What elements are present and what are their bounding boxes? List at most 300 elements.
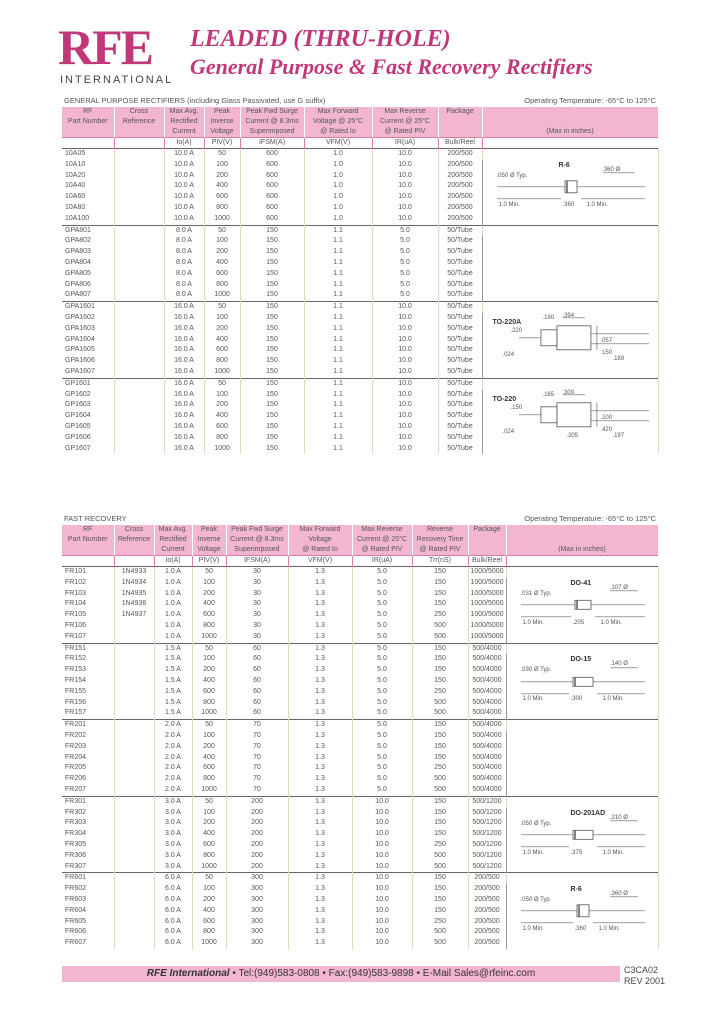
table-cell: 500/4000 — [468, 753, 506, 764]
column-header — [482, 117, 658, 127]
table-cell: 50/Tube — [438, 444, 482, 455]
header-row — [62, 127, 658, 138]
table-cell: 10.0 — [372, 345, 438, 356]
table-cell: 200 — [204, 324, 240, 335]
table-cell: 200 — [192, 742, 226, 753]
table-cell: 100 — [192, 654, 226, 665]
table-cell: 150 — [412, 643, 468, 654]
table-cell: 1.0 — [304, 149, 372, 160]
table-cell: 150 — [412, 720, 468, 731]
table-cell: 5.0 — [352, 720, 412, 731]
table-cell — [114, 851, 154, 862]
column-header — [468, 535, 506, 545]
table-cell: 8.0 A — [164, 280, 204, 291]
table-cell: 5.0 — [352, 665, 412, 676]
table-cell: 200 — [226, 851, 288, 862]
part-number: FR157 — [62, 708, 114, 719]
table-cell: 1.5 A — [154, 676, 192, 687]
table-cell: 10.0 — [372, 400, 438, 411]
table-cell: 10.0 — [372, 171, 438, 182]
part-number: GPA1602 — [62, 313, 114, 324]
unit-cell — [482, 138, 658, 149]
column-header: Part Number — [62, 117, 114, 127]
outline-box — [483, 379, 658, 455]
fr-caption — [62, 514, 658, 525]
table-cell: 500 — [412, 632, 468, 643]
table-cell: 200/500 — [468, 906, 506, 917]
table-cell: 5.0 — [372, 290, 438, 301]
table-cell: 200/500 — [468, 884, 506, 895]
table-cell: 5.0 — [372, 280, 438, 291]
table-cell: 400 — [192, 753, 226, 764]
table-cell: 500/4000 — [468, 708, 506, 719]
table-cell — [114, 873, 154, 884]
package-outline — [482, 225, 658, 302]
table-cell: 100 — [204, 160, 240, 171]
dimension-label: .210 Ø — [609, 814, 628, 821]
table-cell: 1.0 A — [154, 599, 192, 610]
part-number: FR155 — [62, 687, 114, 698]
column-header: Rectified — [154, 535, 192, 545]
table-cell: 600 — [192, 840, 226, 851]
table-cell: 1.1 — [304, 444, 372, 455]
table-cell — [114, 720, 154, 731]
doc-code: C3CA02 — [624, 965, 659, 975]
unit-cell — [62, 556, 114, 567]
column-header: Voltage — [204, 127, 240, 138]
package-tab — [540, 330, 556, 346]
table-cell: 1.1 — [304, 345, 372, 356]
dimension-label: 1.0 Min. — [598, 926, 620, 933]
part-number: 10A05 — [62, 149, 114, 160]
table-cell: 1.3 — [288, 840, 352, 851]
unit-cell: Bulk/Reel — [468, 556, 506, 567]
table-cell: 400 — [204, 181, 240, 192]
part-number: FR207 — [62, 785, 114, 796]
table-cell: 5.0 — [352, 589, 412, 600]
table-cell: 16.0 A — [164, 367, 204, 378]
part-number: FR303 — [62, 818, 114, 829]
table-cell: 30 — [226, 578, 288, 589]
table-cell: 50/Tube — [438, 400, 482, 411]
table-cell: 1.3 — [288, 599, 352, 610]
table-cell: 500/1200 — [468, 818, 506, 829]
table-cell: 3.0 A — [154, 862, 192, 873]
table-cell: 300 — [226, 873, 288, 884]
table-cell: 1.3 — [288, 643, 352, 654]
table-cell: 500 — [412, 938, 468, 949]
table-cell: 150 — [240, 356, 304, 367]
part-number: GPA805 — [62, 269, 114, 280]
dimension-label: 1.0 Min. — [586, 201, 608, 208]
table-cell: 5.0 — [352, 654, 412, 665]
table-cell: 8.0 A — [164, 225, 204, 236]
table-cell: 1000 — [192, 632, 226, 643]
table-cell: 16.0 A — [164, 400, 204, 411]
dimension-label: .375 — [570, 849, 583, 856]
column-header: Current — [164, 127, 204, 138]
table-cell: 16.0 A — [164, 422, 204, 433]
table-cell: 1.1 — [304, 367, 372, 378]
table-cell: 1.1 — [304, 225, 372, 236]
table-cell: 600 — [240, 214, 304, 225]
column-header: Peak — [204, 107, 240, 117]
table-cell: 150 — [412, 796, 468, 807]
table-cell: 16.0 A — [164, 335, 204, 346]
table-cell: 10.0 — [372, 433, 438, 444]
dimension-label: .150 — [600, 349, 613, 356]
table-cell: 500/4000 — [468, 774, 506, 785]
table-cell: 1.1 — [304, 422, 372, 433]
outline-box — [507, 567, 658, 643]
dimension-label: .190 — [542, 314, 555, 321]
part-number: FR305 — [62, 840, 114, 851]
part-number: GP1604 — [62, 411, 114, 422]
column-header: Current @ 8.3ms — [226, 535, 288, 545]
table-cell: 10.0 A — [164, 160, 204, 171]
column-header: Max Reverse — [372, 107, 438, 117]
outline-box — [483, 149, 658, 225]
table-cell — [114, 708, 154, 719]
table-cell — [114, 367, 164, 378]
footer-brand: RFE International — [146, 968, 230, 979]
table-cell: 600 — [204, 422, 240, 433]
table-row — [62, 873, 658, 884]
table-cell: 150 — [240, 433, 304, 444]
table-cell: 1.3 — [288, 589, 352, 600]
table-cell: 10.0 — [372, 203, 438, 214]
package-outline — [506, 796, 658, 873]
table-cell: 5.0 — [352, 610, 412, 621]
table-cell — [114, 927, 154, 938]
package-outline — [482, 149, 658, 226]
part-number: GPA1601 — [62, 302, 114, 313]
dimension-label: .189 — [612, 355, 625, 362]
table-cell: 16.0 A — [164, 390, 204, 401]
header-row — [62, 107, 658, 117]
table-cell: 5.0 — [372, 236, 438, 247]
table-cell: 250 — [412, 917, 468, 928]
table-cell: 10.0 — [372, 192, 438, 203]
part-number: FR104 — [62, 599, 114, 610]
table-cell: 1.1 — [304, 400, 372, 411]
page-header — [58, 19, 698, 88]
table-cell: 5.0 — [352, 599, 412, 610]
package-body — [556, 326, 590, 350]
table-cell: 400 — [192, 599, 226, 610]
table-cell: 16.0 A — [164, 378, 204, 389]
table-cell: 1.3 — [288, 884, 352, 895]
table-cell: 600 — [240, 160, 304, 171]
table-cell: 60 — [226, 698, 288, 709]
table-cell: 500/4000 — [468, 785, 506, 796]
table-cell: 1.3 — [288, 621, 352, 632]
part-number: FR301 — [62, 796, 114, 807]
table-cell: 150 — [412, 895, 468, 906]
column-header: Voltage — [192, 545, 226, 556]
dimension-label: 1.0 Min. — [498, 201, 520, 208]
part-number: FR602 — [62, 884, 114, 895]
table-cell: 10.0 — [372, 367, 438, 378]
dimension-label: .030 Ø Typ. — [520, 667, 552, 674]
column-header: Peak — [192, 525, 226, 535]
table-row — [62, 378, 658, 389]
package-tab — [540, 407, 556, 423]
table-cell: 6.0 A — [154, 895, 192, 906]
package-outline-drawing — [483, 302, 659, 378]
table-cell — [114, 313, 164, 324]
table-cell: 5.0 — [352, 676, 412, 687]
part-number: FR604 — [62, 906, 114, 917]
table-cell: 3.0 A — [154, 829, 192, 840]
table-cell: 1000 — [192, 938, 226, 949]
unit-cell: Io(A) — [164, 138, 204, 149]
table-cell: 1.3 — [288, 763, 352, 774]
part-number: GPA804 — [62, 258, 114, 269]
table-cell: 1.3 — [288, 862, 352, 873]
table-cell: 500/4000 — [468, 643, 506, 654]
table-cell: 600 — [240, 171, 304, 182]
column-header: Recovery Time — [412, 535, 468, 545]
column-header: Cross — [114, 525, 154, 535]
column-header: Max Forward — [288, 525, 352, 535]
table-cell: 100 — [192, 808, 226, 819]
part-number: 10A100 — [62, 214, 114, 225]
table-cell: 600 — [204, 192, 240, 203]
table-cell — [114, 884, 154, 895]
dimension-label: .197 — [612, 432, 625, 439]
table-cell: 500/1200 — [468, 829, 506, 840]
dimension-label: .165 — [542, 391, 555, 398]
table-cell: 8.0 A — [164, 236, 204, 247]
table-cell: 200/500 — [438, 203, 482, 214]
table-cell: 1.3 — [288, 851, 352, 862]
table-cell: 10.0 A — [164, 171, 204, 182]
package-name: TO-220A — [492, 318, 522, 326]
column-header — [506, 525, 658, 535]
table-cell — [114, 411, 164, 422]
table-cell — [114, 214, 164, 225]
table-cell: 1.3 — [288, 927, 352, 938]
table-cell — [114, 731, 154, 742]
table-cell: 50 — [204, 225, 240, 236]
table-cell: 50/Tube — [438, 313, 482, 324]
table-cell: 1.3 — [288, 665, 352, 676]
table-cell: 5.0 — [372, 225, 438, 236]
table-cell: 500 — [412, 774, 468, 785]
table-cell: 300 — [226, 927, 288, 938]
table-cell: 100 — [204, 236, 240, 247]
table-cell: 200/500 — [468, 873, 506, 884]
table-cell: 250 — [412, 840, 468, 851]
table-cell: 50/Tube — [438, 225, 482, 236]
table-cell: 150 — [240, 378, 304, 389]
dimension-label: .050 Ø Typ. — [520, 897, 552, 904]
table-cell — [114, 774, 154, 785]
column-header: RF — [62, 525, 114, 535]
table-cell: 3.0 A — [154, 818, 192, 829]
column-header: Superimposed — [240, 127, 304, 138]
table-cell: 600 — [204, 345, 240, 356]
table-cell: 1.5 A — [154, 687, 192, 698]
table-cell: 6.0 A — [154, 927, 192, 938]
table-cell: 70 — [226, 785, 288, 796]
table-cell: 60 — [226, 687, 288, 698]
table-cell: 10.0 — [352, 938, 412, 949]
table-cell: 1.5 A — [154, 665, 192, 676]
table-cell: 1.3 — [288, 774, 352, 785]
column-header: Rectified — [164, 117, 204, 127]
table-cell: 1.1 — [304, 433, 372, 444]
table-cell — [114, 785, 154, 796]
table-cell: 1000/5000 — [468, 610, 506, 621]
table-cell: 500/4000 — [468, 676, 506, 687]
dimension-label: .050 Ø Typ. — [520, 820, 552, 827]
package-outline — [482, 378, 658, 454]
table-cell: 1000 — [204, 444, 240, 455]
table-cell: 50/Tube — [438, 422, 482, 433]
table-cell — [114, 895, 154, 906]
table-cell: 1000 — [192, 708, 226, 719]
table-cell: 250 — [412, 763, 468, 774]
table-cell: 5.0 — [352, 763, 412, 774]
table-cell — [114, 225, 164, 236]
table-cell: 150 — [412, 589, 468, 600]
rfe-logo — [58, 19, 178, 86]
table-cell: 800 — [204, 433, 240, 444]
table-cell: 300 — [226, 906, 288, 917]
table-cell: 10.0 — [372, 302, 438, 313]
column-header: Superimposed — [226, 545, 288, 556]
table-cell: 200 — [204, 400, 240, 411]
table-cell: 150 — [412, 742, 468, 753]
table-cell: 60 — [226, 654, 288, 665]
table-cell: 150 — [412, 599, 468, 610]
table-cell — [114, 665, 154, 676]
table-cell: 1000 — [204, 214, 240, 225]
package-outline-drawing — [507, 797, 659, 873]
table-cell: 10.0 — [352, 818, 412, 829]
table-cell — [114, 676, 154, 687]
table-cell: 100 — [192, 884, 226, 895]
table-cell — [114, 698, 154, 709]
table-cell — [114, 192, 164, 203]
column-header — [482, 107, 658, 117]
table-cell: 10.0 — [372, 356, 438, 367]
table-cell: 10.0 — [352, 895, 412, 906]
table-cell: 1.3 — [288, 632, 352, 643]
table-cell: 8.0 A — [164, 247, 204, 258]
table-cell: 3.0 A — [154, 840, 192, 851]
unit-row — [62, 138, 658, 149]
table-cell: 200/500 — [468, 927, 506, 938]
table-cell: 1.0 — [304, 214, 372, 225]
table-cell: 10.0 — [372, 378, 438, 389]
table-cell: 60 — [226, 643, 288, 654]
table-cell: 10.0 — [352, 917, 412, 928]
table-cell: 10.0 A — [164, 214, 204, 225]
table-cell: 500/1200 — [468, 851, 506, 862]
table-cell: 1000/5000 — [468, 621, 506, 632]
table-cell: 500/4000 — [468, 763, 506, 774]
table-cell: 1.0 A — [154, 567, 192, 578]
table-cell: 50 — [204, 378, 240, 389]
table-cell: 1000 — [204, 290, 240, 301]
table-cell: 10.0 — [352, 906, 412, 917]
dimension-label: .300 — [562, 389, 575, 396]
table-cell: 1.3 — [288, 720, 352, 731]
table-cell: 200 — [192, 665, 226, 676]
dimension-label: .050 Ø Typ. — [496, 172, 528, 179]
table-cell: 50 — [204, 149, 240, 160]
table-cell: 150 — [240, 280, 304, 291]
column-header: @ Rated Io — [288, 545, 352, 556]
table-cell: 1.5 A — [154, 643, 192, 654]
table-cell: 800 — [192, 774, 226, 785]
table-cell: 150 — [240, 390, 304, 401]
table-cell: 1.0 — [304, 203, 372, 214]
table-cell: 10.0 — [352, 796, 412, 807]
table-cell — [114, 302, 164, 313]
table-cell: 1.5 A — [154, 708, 192, 719]
table-cell: 1.0 — [304, 192, 372, 203]
fr-caption-right: Operating Temperature: -65°C to 125°C — [524, 514, 656, 523]
table-cell: 1000 — [192, 862, 226, 873]
column-header: (Max in inches) — [506, 545, 658, 556]
part-number: 10A10 — [62, 160, 114, 171]
table-cell: 50 — [192, 720, 226, 731]
package-name: R-6 — [570, 886, 582, 894]
table-cell: 150 — [240, 269, 304, 280]
table-cell: 250 — [412, 687, 468, 698]
table-cell — [114, 422, 164, 433]
table-cell: 150 — [240, 313, 304, 324]
unit-cell: Io(A) — [154, 556, 192, 567]
outline-box — [483, 302, 658, 378]
table-cell: 50/Tube — [438, 280, 482, 291]
part-number: GP1606 — [62, 433, 114, 444]
table-cell — [114, 687, 154, 698]
part-number: FR302 — [62, 808, 114, 819]
table-cell: 1.1 — [304, 356, 372, 367]
part-number: GPA803 — [62, 247, 114, 258]
table-cell: 10.0 — [352, 862, 412, 873]
table-cell: 50 — [192, 567, 226, 578]
table-cell: 600 — [240, 181, 304, 192]
table-cell: 150 — [240, 444, 304, 455]
part-number: FR156 — [62, 698, 114, 709]
header-row — [62, 535, 658, 545]
table-cell: 300 — [226, 895, 288, 906]
package-outline-drawing — [483, 379, 659, 455]
table-cell: 3.0 A — [154, 808, 192, 819]
table-cell: 200 — [226, 808, 288, 819]
table-cell: 150 — [412, 567, 468, 578]
part-number: FR107 — [62, 632, 114, 643]
table-cell: 16.0 A — [164, 302, 204, 313]
table-cell: 150 — [412, 906, 468, 917]
table-cell: 400 — [204, 335, 240, 346]
table-cell: 600 — [204, 269, 240, 280]
table-cell: 8.0 A — [164, 290, 204, 301]
table-cell: 1.1 — [304, 269, 372, 280]
table-cell: 2.0 A — [154, 774, 192, 785]
table-cell: 50/Tube — [438, 236, 482, 247]
table-cell — [114, 378, 164, 389]
table-cell — [114, 345, 164, 356]
dimension-label: 1.0 Min. — [522, 849, 544, 856]
table-cell: 150 — [240, 335, 304, 346]
